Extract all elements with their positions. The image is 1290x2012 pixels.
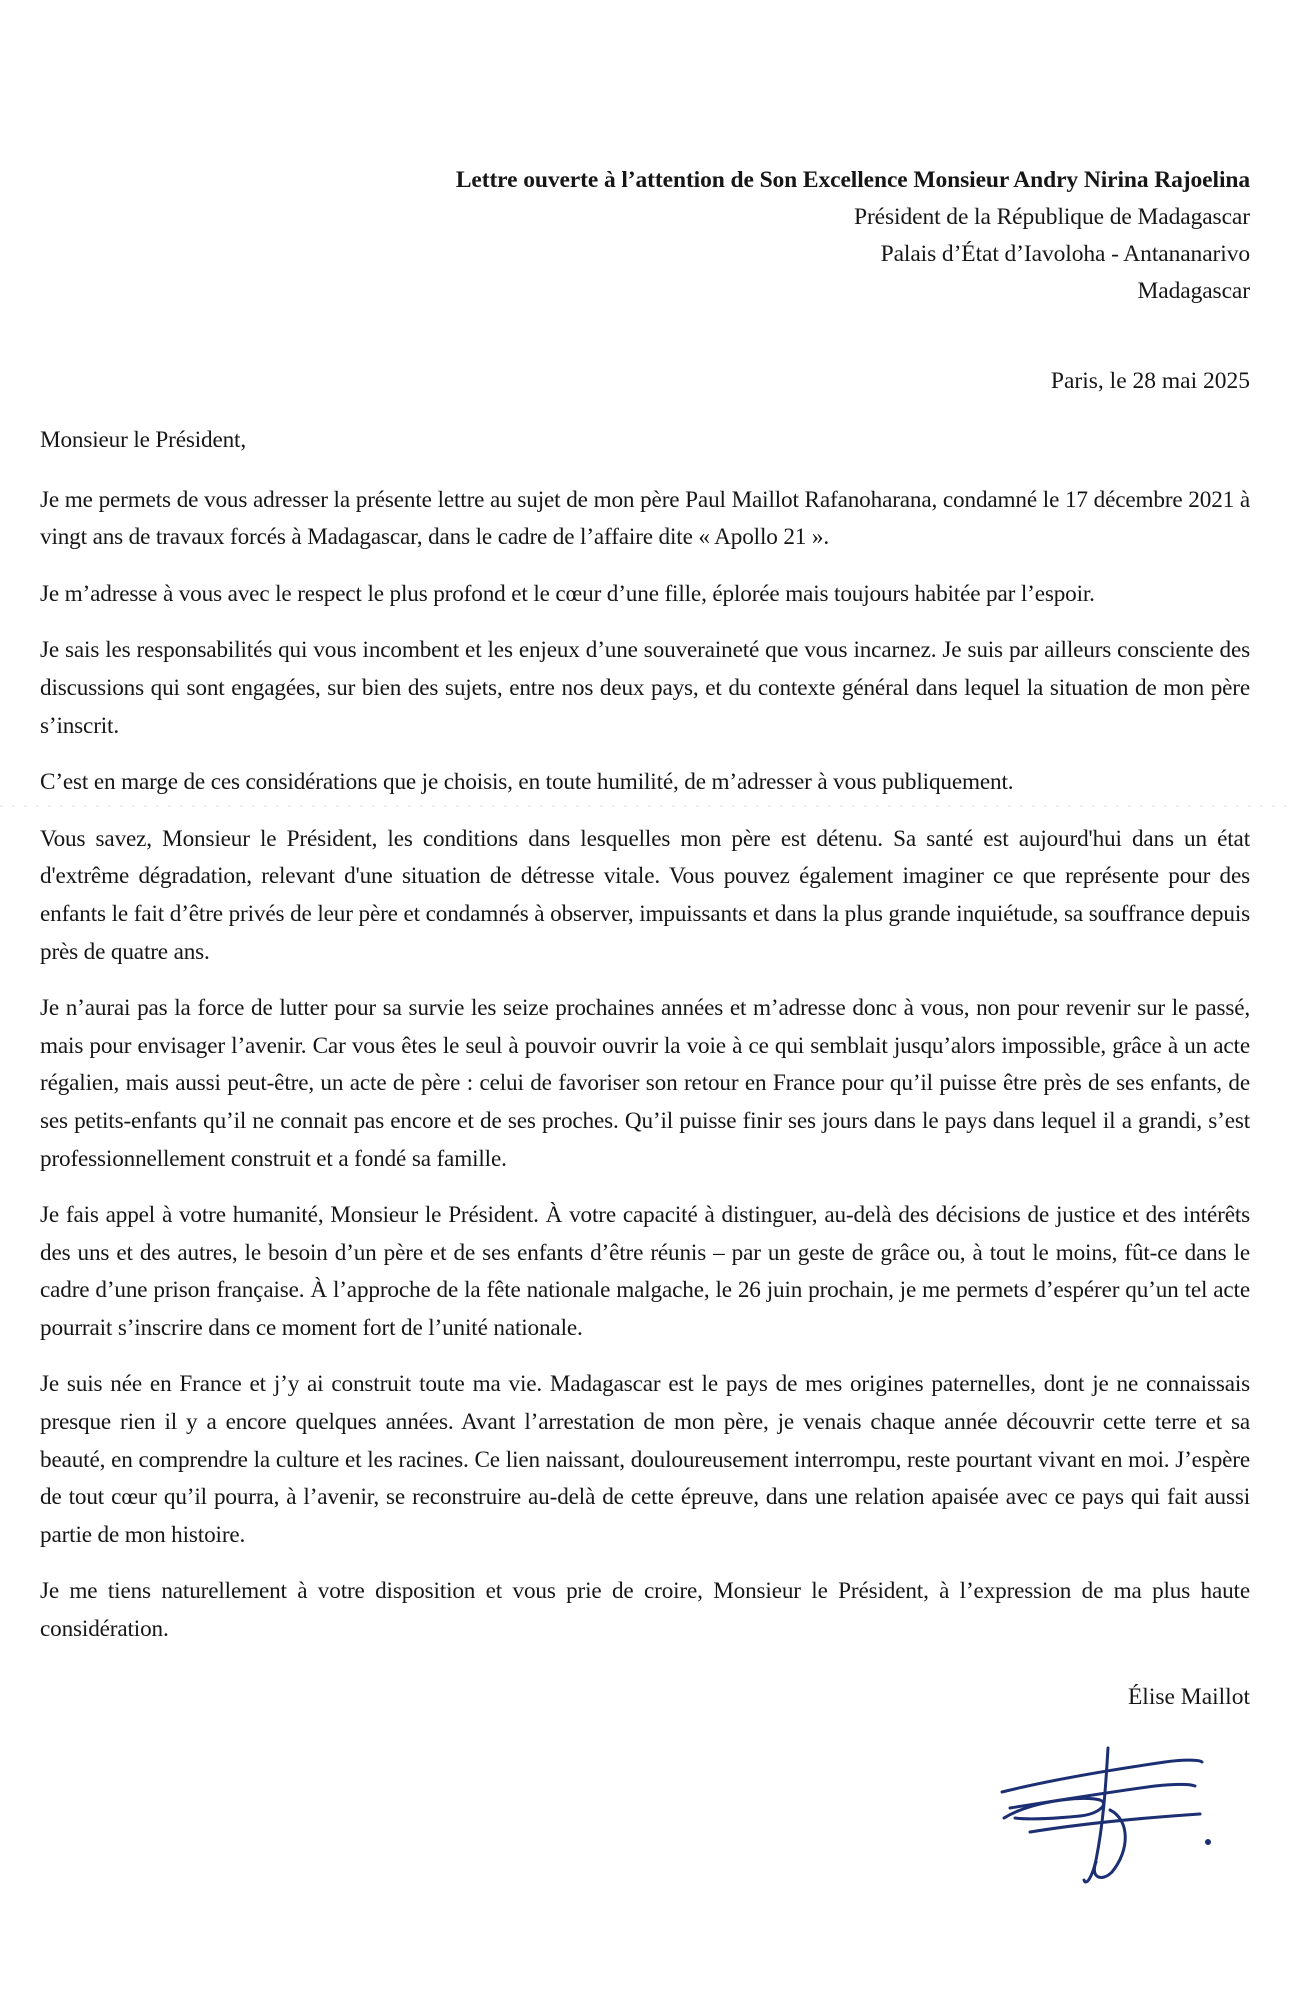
letter-date: Paris, le 28 mai 2025 [1050, 368, 1250, 394]
recipient-address-block [456, 162, 1250, 310]
paragraph-9: Je me tiens naturellement à votre disposition et vous prie de croire, Monsieur le Président, à l’expression de ma plus haute considération. [40, 1578, 1250, 1643]
signature-name: Élise Maillot [1127, 1684, 1250, 1710]
paragraph-7: Je fais appel à votre humanité, Monsieur le Président. À votre capacité à distinguer, au-delà des décisions de justice et des intérêts des uns et des autres, le besoin d’un père et de ses enfants d’être réunis – par un geste de grâce ou, à tout le moins, fût-ce dans le cadre d’une prison française. À l’approche de la fête nationale malgache, le 26 juin prochain, je me permets d’espérer qu’un tel acte pourrait s’inscrire dans ce moment fort de l’unité nationale. [40, 1202, 1250, 1341]
scan-artifact-line [0, 803, 1290, 809]
recipient-office-line: Président de la République de Madagascar [853, 204, 1250, 230]
paragraph-2: Je m’adresse à vous avec le respect le plus profond et le cœur d’une fille, éplorée mais toujours habitée par l’espoir. [40, 580, 1095, 607]
paragraph-1: Je me permets de vous adresser la présente lettre au sujet de mon père Paul Maillot Rafanoharana, condamné le 17 décembre 2021 à vingt ans de travaux forcés à Madagascar, dans le cadre de l’affaire dite « Apollo 21 ». [40, 486, 1250, 551]
recipient-title-line: Lettre ouverte à l’attention de Son Excellence Monsieur Andry Nirina Rajoelina [455, 167, 1250, 193]
salutation: Monsieur le Président, [40, 427, 246, 453]
paragraph-6: Je n’aurai pas la force de lutter pour sa survie les seize prochaines années et m’adresse donc à vous, non pour revenir sur le passé, mais pour envisager l’avenir. Car vous êtes le seul à pouvoir ouvrir la voie à ce qui semblait jusqu’alors impossible, grâce à un acte régalien, mais aussi peut-être, un acte de père : celui de favoriser son retour en France pour qu’il puisse être près de ses enfants, de ses petits-enfants qu’il ne connait pas encore et de ses proches. Qu’il puisse finir ses jours dans le pays dans lequel il a grandi, s’est professionnellement construit et a fondé sa famille. [40, 995, 1250, 1172]
paragraph-4: C’est en marge de ces considérations que je choisis, en toute humilité, de m’adresser à vous publiquement. [40, 769, 1014, 796]
recipient-palace-line: Palais d’État d’Iavoloha - Antananarivo [880, 241, 1250, 267]
recipient-country-line: Madagascar [1137, 278, 1250, 304]
paragraph-5: Vous savez, Monsieur le Président, les conditions dans lesquelles mon père est détenu. Sa santé est aujourd'hui dans un état d'extrême dégradation, relevant d'une situation de détresse vitale. Vous pouvez également imaginer ce que représente pour des enfants le fait d’être privés de leur père et condamnés à observer, impuissants et dans la plus grande inquiétude, sa souffrance depuis près de quatre ans. [40, 825, 1250, 965]
letter-body [40, 422, 1250, 1668]
handwritten-signature-icon [990, 1740, 1250, 1890]
paragraph-8: Je suis née en France et j’y ai construit toute ma vie. Madagascar est le pays de mes origines paternelles, dont je ne connaissais presque rien il y a encore quelques années. Avant l’arrestation de mon père, je venais chaque année découvrir cette terre et sa beauté, en comprendre la culture et les racines. Ce lien naissant, douloureusement interrompu, reste pourtant vivant en moi. J’espère de tout cœur qu’il pourra, à l’avenir, se reconstruire au-delà de cette épreuve, dans une relation apaisée avec ce pays qui fait aussi partie de mon histoire. [40, 1371, 1250, 1548]
paragraph-3: Je sais les responsabilités qui vous incombent et les enjeux d’une souveraineté que vous incarnez. Je suis par ailleurs consciente des discussions qui sont engagées, sur bien des sujets, entre nos deux pays, et du contexte général dans lequel la situation de mon père s’inscrit. [40, 637, 1250, 739]
